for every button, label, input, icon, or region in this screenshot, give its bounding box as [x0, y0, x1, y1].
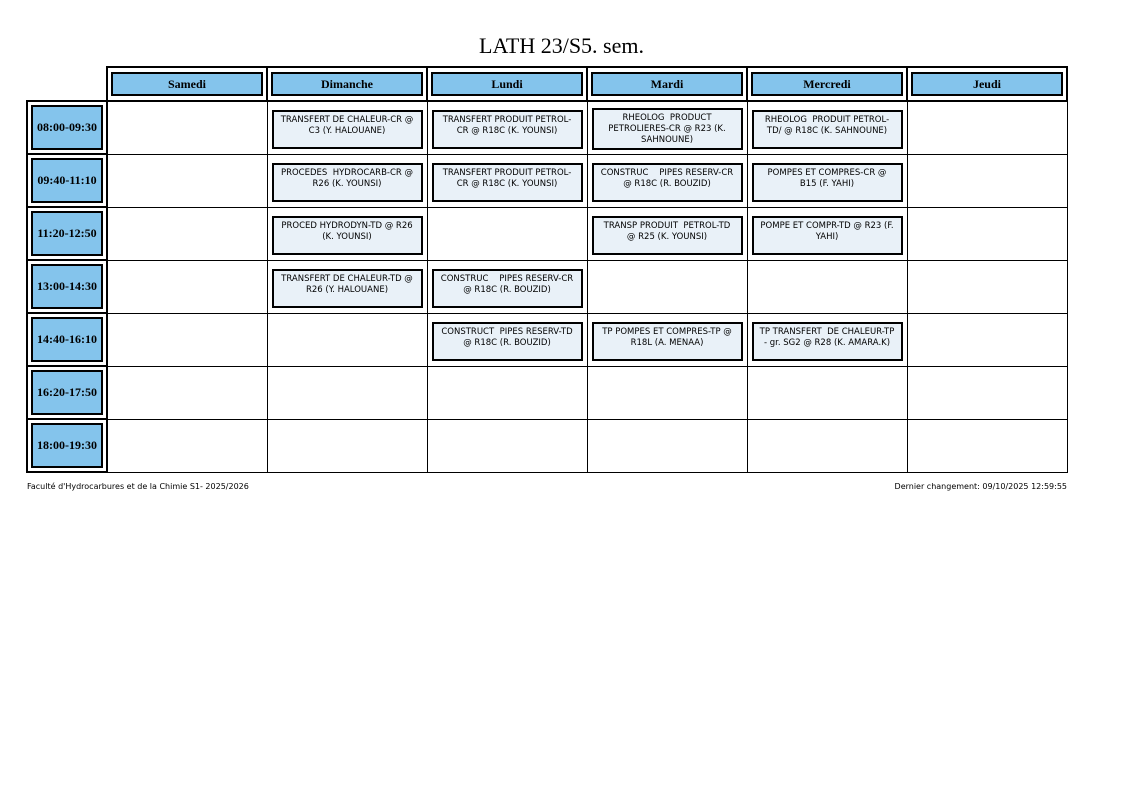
- time-slot-label: 16:20-17:50: [31, 370, 103, 415]
- footer-faculty: Faculté d'Hydrocarbures et de la Chimie S1- 2025/2026: [27, 482, 249, 491]
- course-block[interactable]: POMPE ET COMPR-TD @ R23 (F. YAHI): [752, 216, 903, 255]
- course-block[interactable]: TRANSFERT PRODUIT PETROL-CR @ R18C (K. YOUNSI): [432, 110, 583, 149]
- schedule-cell: [747, 419, 907, 472]
- time-slot-row: [27, 154, 1067, 207]
- schedule-cell: [587, 313, 747, 366]
- course-block[interactable]: TRANSFERT DE CHALEUR-CR @ C3 (Y. HALOUANE): [272, 110, 423, 149]
- schedule-cell: [107, 260, 267, 313]
- day-header-cell: [267, 67, 427, 101]
- schedule-cell: [267, 419, 427, 472]
- time-slot-cell: [27, 207, 107, 260]
- schedule-cell: [907, 419, 1067, 472]
- schedule-cell: [427, 207, 587, 260]
- time-slot-row: [27, 366, 1067, 419]
- schedule-cell: [747, 260, 907, 313]
- schedule-cell: [107, 419, 267, 472]
- time-slot-row: [27, 101, 1067, 154]
- day-header-row: [27, 67, 1067, 101]
- schedule-cell: [587, 154, 747, 207]
- time-slot-row: [27, 260, 1067, 313]
- schedule-cell: [747, 101, 907, 154]
- course-block[interactable]: CONSTRUC PIPES RESERV-CR @ R18C (R. BOUZID): [592, 163, 743, 202]
- schedule-cell: [427, 313, 587, 366]
- day-header-cell: [907, 67, 1067, 101]
- schedule-cell: [747, 366, 907, 419]
- schedule-cell: [587, 101, 747, 154]
- course-block[interactable]: TRANSFERT PRODUIT PETROL-CR @ R18C (K. YOUNSI): [432, 163, 583, 202]
- time-slot-cell: [27, 366, 107, 419]
- time-slot-row: [27, 419, 1067, 472]
- course-block[interactable]: TP TRANSFERT DE CHALEUR-TP - gr. SG2 @ R28 (K. AMARA.K): [752, 322, 903, 361]
- schedule-cell: [427, 419, 587, 472]
- day-label: Dimanche: [271, 72, 423, 96]
- course-block[interactable]: RHEOLOG PRODUCT PETROLIERES-CR @ R23 (K. SAHNOUNE): [592, 108, 743, 150]
- time-slot-cell: [27, 260, 107, 313]
- schedule-cell: [427, 366, 587, 419]
- schedule-cell: [107, 313, 267, 366]
- schedule-cell: [107, 207, 267, 260]
- schedule-cell: [587, 366, 747, 419]
- day-header-cell: [587, 67, 747, 101]
- schedule-cell: [267, 207, 427, 260]
- day-label: Lundi: [431, 72, 583, 96]
- schedule-cell: [587, 260, 747, 313]
- course-block[interactable]: PROCEDES HYDROCARB-CR @ R26 (K. YOUNSI): [272, 163, 423, 202]
- course-block[interactable]: TRANSFERT DE CHALEUR-TD @ R26 (Y. HALOUANE): [272, 269, 423, 308]
- schedule-cell: [427, 260, 587, 313]
- schedule-cell: [907, 207, 1067, 260]
- time-slot-cell: [27, 419, 107, 472]
- footer-last-change: Dernier changement: 09/10/2025 12:59:55: [894, 482, 1067, 491]
- schedule-cell: [107, 101, 267, 154]
- day-label: Mercredi: [751, 72, 903, 96]
- time-slot-label: 18:00-19:30: [31, 423, 103, 468]
- time-slot-cell: [27, 313, 107, 366]
- corner-cell: [27, 67, 107, 101]
- day-label: Samedi: [111, 72, 263, 96]
- schedule-cell: [267, 101, 427, 154]
- schedule-cell: [107, 366, 267, 419]
- course-block[interactable]: CONSTRUC PIPES RESERV-CR @ R18C (R. BOUZID): [432, 269, 583, 308]
- schedule-cell: [587, 419, 747, 472]
- schedule-cell: [107, 154, 267, 207]
- time-slot-label: 11:20-12:50: [31, 211, 103, 256]
- course-block[interactable]: PROCED HYDRODYN-TD @ R26 (K. YOUNSI): [272, 216, 423, 255]
- course-block[interactable]: RHEOLOG PRODUIT PETROL-TD/ @ R18C (K. SAHNOUNE): [752, 110, 903, 149]
- day-header-cell: [107, 67, 267, 101]
- schedule-cell: [747, 313, 907, 366]
- schedule-cell: [907, 101, 1067, 154]
- day-label: Mardi: [591, 72, 743, 96]
- schedule-cell: [267, 260, 427, 313]
- timetable-grid: [26, 66, 1068, 473]
- schedule-cell: [907, 154, 1067, 207]
- course-block[interactable]: CONSTRUCT PIPES RESERV-TD @ R18C (R. BOUZID): [432, 322, 583, 361]
- schedule-cell: [427, 101, 587, 154]
- day-header-cell: [747, 67, 907, 101]
- schedule-cell: [747, 207, 907, 260]
- day-label: Jeudi: [911, 72, 1063, 96]
- time-slot-label: 08:00-09:30: [31, 105, 103, 150]
- timetable-title: LATH 23/S5. sem.: [479, 33, 644, 58]
- time-slot-label: 09:40-11:10: [31, 158, 103, 203]
- schedule-cell: [267, 154, 427, 207]
- time-slot-row: [27, 207, 1067, 260]
- course-block[interactable]: POMPES ET COMPRES-CR @ B15 (F. YAHI): [752, 163, 903, 202]
- schedule-cell: [267, 313, 427, 366]
- schedule-cell: [907, 366, 1067, 419]
- course-block[interactable]: TRANSP PRODUIT PETROL-TD @ R25 (K. YOUNSI): [592, 216, 743, 255]
- schedule-cell: [427, 154, 587, 207]
- course-block[interactable]: TP POMPES ET COMPRES-TP @ R18L (A. MENAA): [592, 322, 743, 361]
- schedule-cell: [907, 313, 1067, 366]
- time-slot-cell: [27, 154, 107, 207]
- time-slot-row: [27, 313, 1067, 366]
- schedule-cell: [267, 366, 427, 419]
- time-slot-label: 13:00-14:30: [31, 264, 103, 309]
- schedule-cell: [907, 260, 1067, 313]
- day-header-cell: [427, 67, 587, 101]
- time-slot-cell: [27, 101, 107, 154]
- time-slot-label: 14:40-16:10: [31, 317, 103, 362]
- schedule-cell: [587, 207, 747, 260]
- schedule-cell: [747, 154, 907, 207]
